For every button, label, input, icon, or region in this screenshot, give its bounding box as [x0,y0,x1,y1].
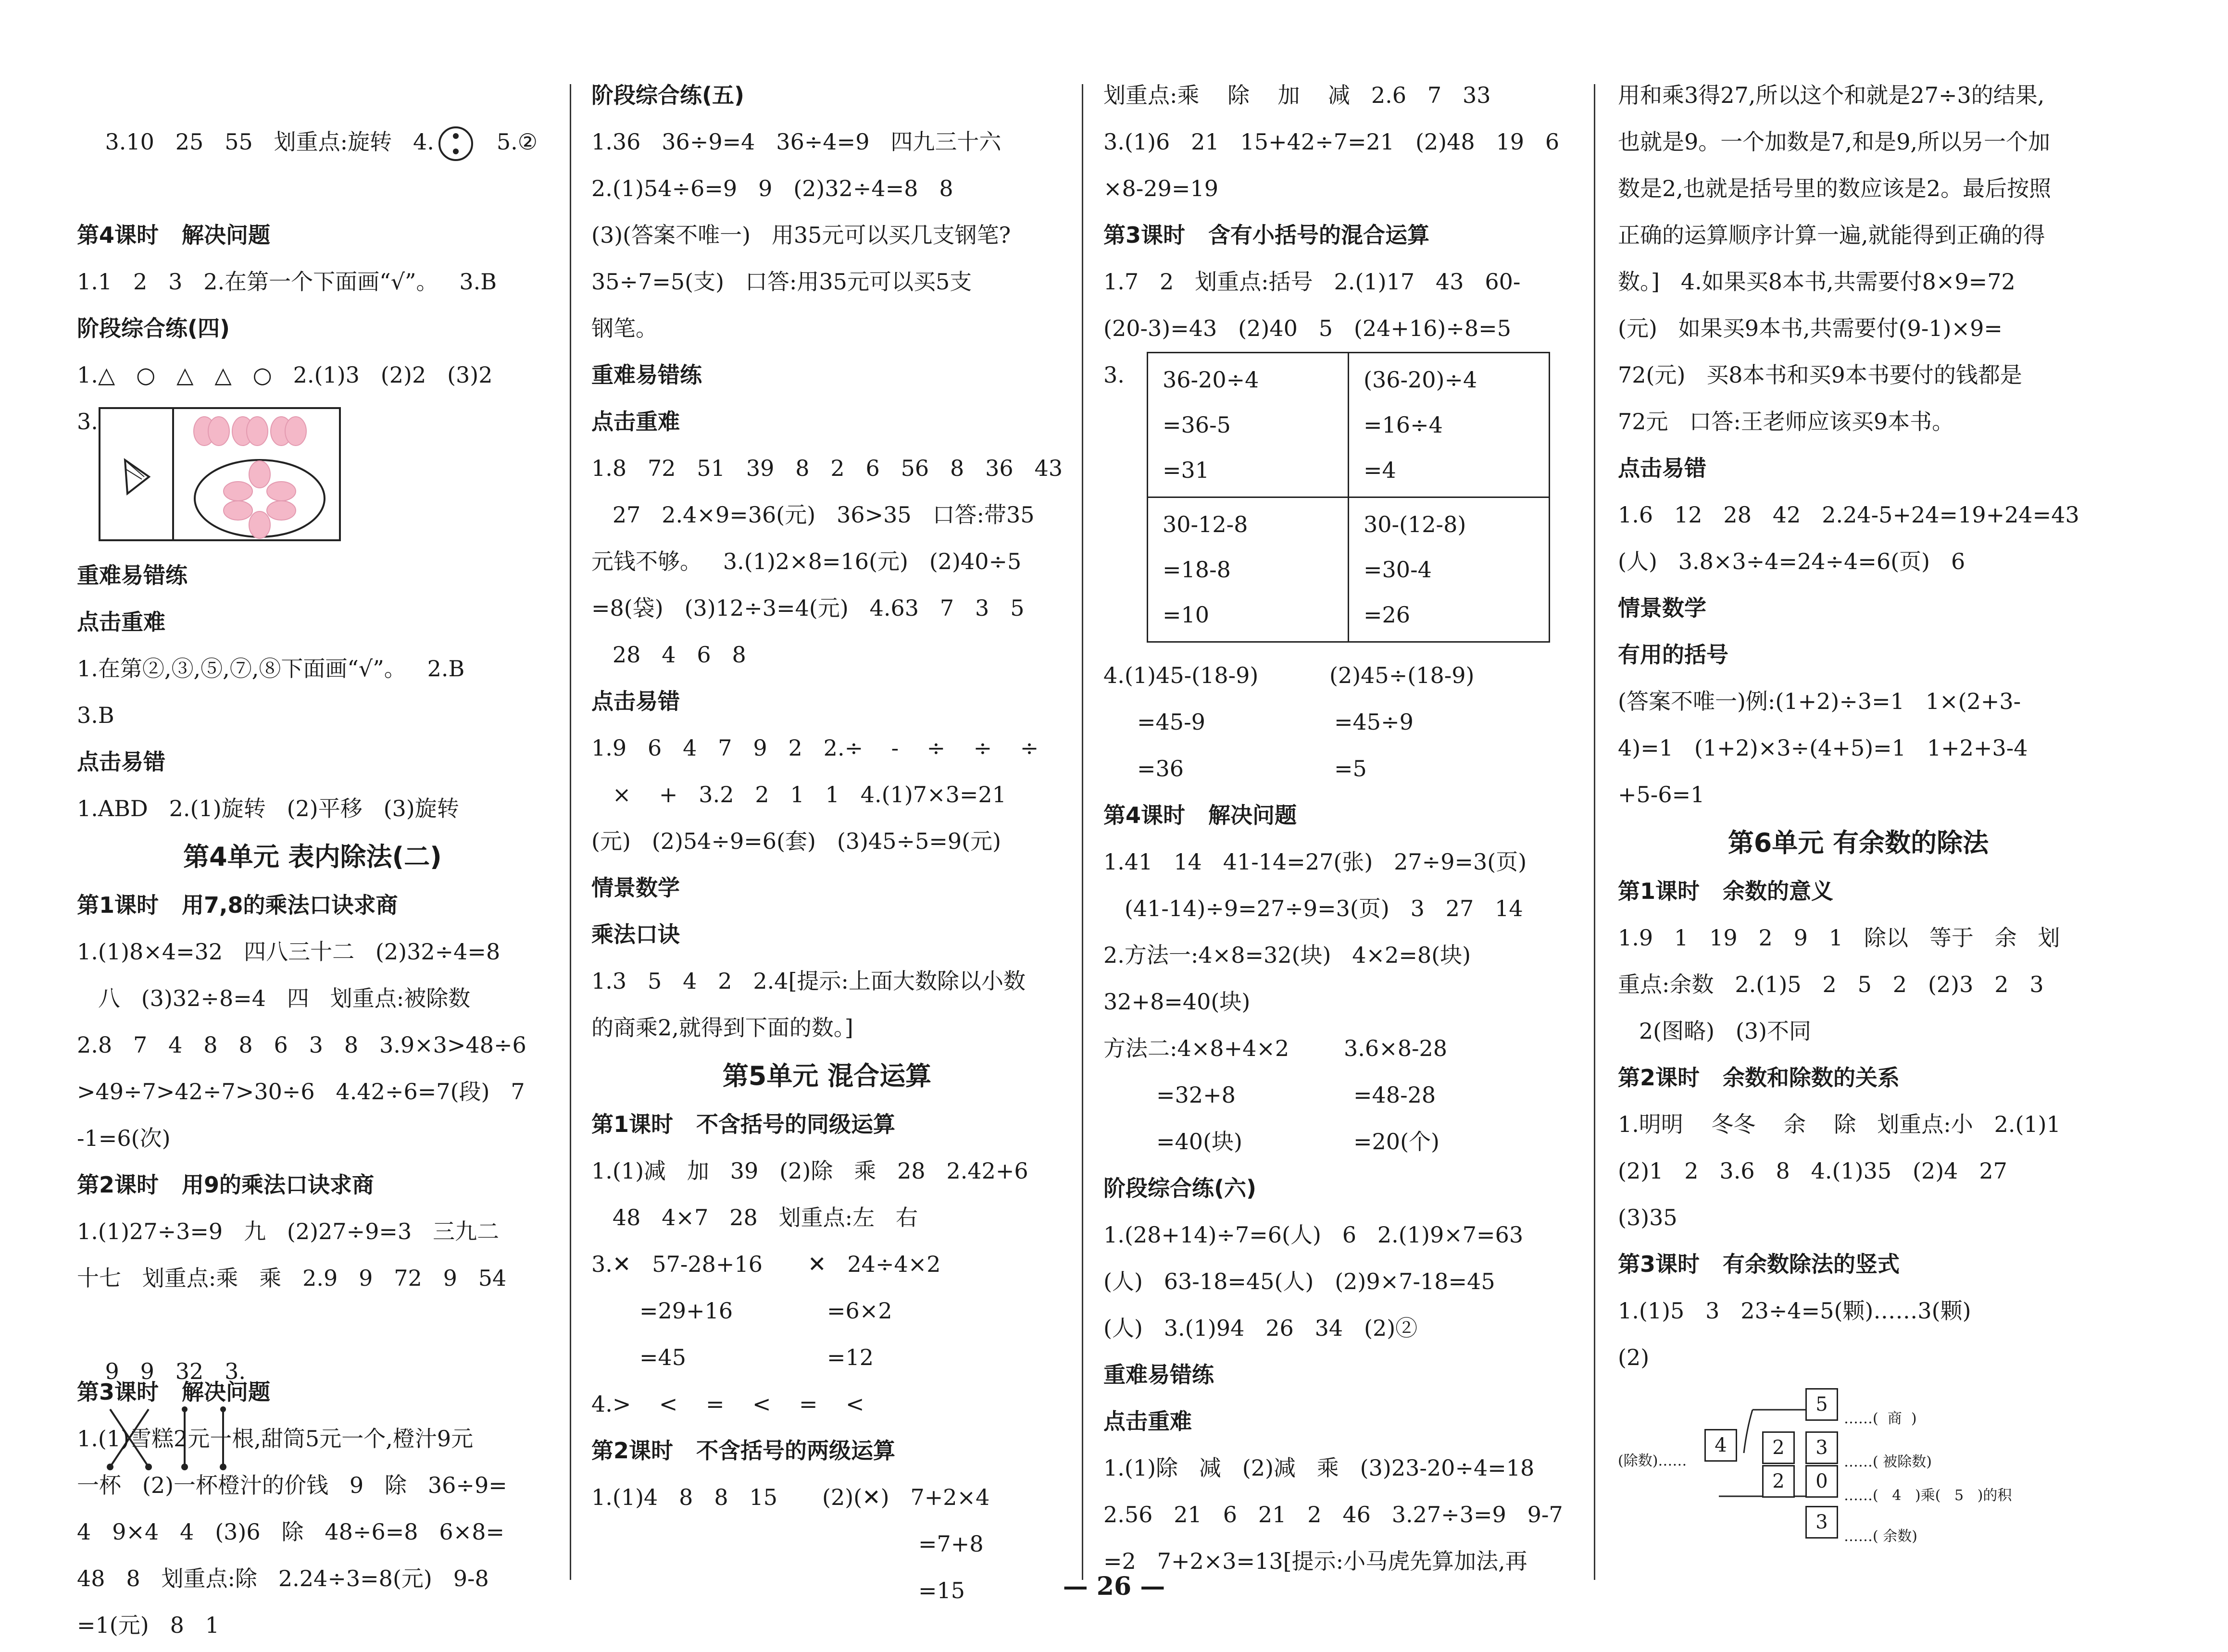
answer-line: 3.✕ 57-28+16 ✕ 24÷4×2 [591,1251,941,1277]
lesson-title: 第3课时 解决问题 [77,1379,271,1405]
section-title: 阶段综合练(六) [1103,1175,1257,1201]
product-ones-box: 0 [1805,1465,1838,1498]
remainder-label: ……( 余数) [1844,1528,1917,1545]
answer-line: 1.ABD 2.(1)旋转 (2)平移 (3)旋转 [77,795,459,821]
answer-line: 4)=1 (1+2)×3÷(4+5)=1 1+2+3-4 [1618,735,2028,761]
answer-line: 1.8 72 51 39 8 2 6 56 8 36 43 [591,455,1063,481]
product-label: ……( 4 )乘( 5 )的积 [1844,1487,2012,1504]
answer-line: 1.△ ○ △ △ ○ 2.(1)3 (2)2 (3)2 [77,362,493,388]
answer-line: 元钱不够。 3.(1)2×8=16(元) (2)40÷5 [591,548,1022,574]
divisor-box: 4 [1704,1429,1737,1462]
answer-line: =1(元) 8 1 [77,1612,219,1638]
answer-line: 十七 划重点:乘 乘 2.9 9 72 9 54 [77,1265,507,1291]
answer-line: 1.(1)除 减 (2)减 乘 (3)23-20÷4=18 [1103,1455,1535,1481]
answer-line: 28 4 6 8 [591,642,746,668]
lesson-title: 第1课时 不含括号的同级运算 [591,1111,896,1137]
answer-line: (人) 3.8×3÷4=24÷4=6(页) 6 [1618,548,1965,574]
column-divider [1082,84,1083,1580]
column-2 [591,72,1063,1603]
answer-line: 用和乘3得27,所以这个和就是27÷3的结果, [1618,82,2045,108]
answer-line: +5-6=1 [1618,782,1705,807]
quotient-box: 5 [1805,1388,1838,1421]
answer-line: 48 4×7 28 划重点:左 右 [591,1205,918,1230]
answer-line: 数。] 4.如果买8本书,共需要付8×9=72 [1618,269,2015,295]
answer-line: 4 9×4 4 (3)6 除 48÷6=8 6×8= [77,1519,505,1545]
section-title: 重难易错练 [77,562,188,588]
answer-line: -1=6(次) [77,1125,171,1151]
column-divider [570,84,571,1580]
lesson-title: 第1课时 余数的意义 [1618,878,1834,904]
answer-line: 一杯 (2)一杯橙汁的价钱 9 除 36÷9= [77,1472,507,1498]
section-title: 有用的括号 [1618,642,1728,668]
table-cell: (36-20)÷4 =16÷4 =4 [1349,353,1550,497]
column-divider [1594,84,1595,1580]
answer-line: 八 (3)32÷8=4 四 划重点:被除数 [77,985,471,1011]
dividend-ones-box: 3 [1805,1431,1838,1464]
answer-line: (2) [1618,1344,1650,1370]
answer-line: 2.56 21 6 21 2 46 3.27÷3=9 9-7 [1103,1502,1563,1528]
section-title: 点击重难 [591,409,680,435]
table-cell: 30-12-8 =18-8 =10 [1148,497,1349,642]
product-tens-box: 2 [1762,1465,1795,1498]
answer-line: (3)(答案不唯一) 用35元可以买几支钢笔? [591,222,1011,248]
lesson-title: 第2课时 用9的乘法口诀求商 [77,1172,375,1198]
answer-line: =2 7+2×3=13[提示:小马虎先算加法,再 [1103,1548,1527,1574]
calculation-table [1147,352,1550,643]
answer-line: 3.(1)6 21 15+42÷7=21 (2)48 19 6 [1103,129,1560,155]
answer-line: 48 8 划重点:除 2.24÷3=8(元) 9-8 [77,1565,489,1591]
column-4 [1618,72,2099,1580]
answer-line: =7+8 [918,1531,984,1557]
answer-line: ×8-29=19 [1103,175,1218,201]
answer-line: 32+8=40(块) [1103,989,1251,1015]
answer-line: 钢笔。 [591,315,658,341]
answer-line: =40(块) =20(个) [1156,1129,1439,1155]
answer-line: 1.7 2 划重点:括号 2.(1)17 43 60- [1103,269,1521,295]
column-1 [77,72,548,1638]
table-cell: 30-(12-8) =30-4 =26 [1349,497,1550,642]
answer-line: 1.(1)27÷3=9 九 (2)27÷9=3 三九二 [77,1218,500,1244]
answer-line: 数是2,也就是括号里的数应该是2。最后按照 [1618,175,2052,201]
lesson-title: 第4课时 解决问题 [77,222,271,248]
answer-line: =45 =12 [639,1344,874,1370]
lesson-title: 第3课时 含有小括号的混合运算 [1103,222,1430,248]
dividend-label: ……( 被除数) [1844,1453,1932,1470]
section-title: 点击易错 [591,688,680,714]
answer-line: 重点:余数 2.(1)5 2 5 2 (2)3 2 3 [1618,971,2044,997]
section-title: 点击易错 [77,749,165,775]
answer-line: (人) 63-18=45(人) (2)9×7-18=45 [1103,1268,1495,1294]
answer-line: (人) 3.(1)94 26 34 (2)② [1103,1315,1418,1341]
answer-line: =8(袋) (3)12÷3=4(元) 4.63 7 3 5 [591,595,1025,621]
lesson-title: 第3课时 有余数除法的竖式 [1618,1251,1900,1277]
answer-line: 1.1 2 3 2.在第一个下面画“√”。 3.B [77,269,497,295]
divisor-label: (除数)…… [1618,1453,1687,1469]
answer-line: 35÷7=5(支) 口答:用35元可以买5支 [591,269,972,295]
section-title: 点击重难 [1103,1408,1192,1434]
answer-line: (41-14)÷9=27÷9=3(页) 3 27 14 [1103,895,1523,921]
answer-line: (元) (2)54÷9=6(套) (3)45÷5=9(元) [591,828,1001,854]
answer-line: 划重点:乘 除 加 减 2.6 7 33 [1103,82,1491,108]
answer-line: =15 [918,1577,965,1603]
answer-line: 9 9 32 3. [77,1302,548,1369]
section-title: 重难易错练 [1103,1362,1214,1388]
section-title: 阶段综合练(四) [77,315,230,341]
answer-line: >49÷7>42÷7>30÷6 4.42÷6=7(段) 7 [77,1079,525,1105]
table-cell: 36-20÷4 =36-5 =31 [1148,353,1349,497]
answer-line: 72元 口答:王老师应该买9本书。 [1618,409,1954,435]
butterfly-figure: 3. [77,398,548,552]
answer-line: 4.> < = < = < [591,1391,864,1417]
rotation-figure-icon [434,124,477,163]
answer-line: 1.(1)雪糕2元一根,甜筒5元一个,橙汁9元 [77,1426,474,1452]
answer-line: 27 2.4×9=36(元) 36>35 口答:带35 [591,502,1035,528]
lesson-title: 第1课时 用7,8的乘法口诀求商 [77,892,398,918]
lesson-title: 第2课时 余数和除数的关系 [1618,1065,1900,1091]
long-division-diagram [1618,1386,2099,1573]
column-3 [1103,72,1575,1580]
quotient-label: ……( 商 ) [1844,1410,1917,1427]
answer-line: =36 =5 [1137,756,1367,782]
answer-line: 2.方法一:4×8=32(块) 4×2=8(块) [1103,942,1471,968]
answer-line: 2.(1)54÷6=9 9 (2)32÷4=8 8 [591,175,953,201]
unit-title: 第4单元 表内除法(二) [183,842,442,872]
answer-line: (答案不唯一)例:(1+2)÷3=1 1×(2+3- [1618,688,2021,714]
answer-line: 1.明明 冬冬 余 除 划重点:小 2.(1)1 [1618,1111,2061,1137]
unit-title: 第5单元 混合运算 [722,1061,932,1091]
answer-line: 也就是9。一个加数是7,和是9,所以另一个加 [1618,129,2051,155]
section-title: 阶段综合练(五) [591,82,745,108]
answer-line: (2)1 2 3.6 8 4.(1)35 (2)4 27 [1618,1158,2007,1184]
remainder-box: 3 [1805,1506,1838,1539]
answer-line: 1.在第②,③,⑤,⑦,⑧下面画“√”。 2.B [77,656,465,682]
answer-line: 1.(1)8×4=32 四八三十二 (2)32÷4=8 [77,939,501,965]
unit-title: 第6单元 有余数的除法 [1727,828,1989,858]
answer-line: 1.(1)4 8 8 15 (2)(✕) 7+2×4 [591,1484,990,1510]
answer-line: 1.6 12 28 42 2.24-5+24=19+24=43 [1618,502,2079,528]
answer-line: (元) 如果买9本书,共需要付(9-1)×9= [1618,315,2003,341]
answer-line: =29+16 =6×2 [639,1298,892,1324]
answer-line: 方法二:4×8+4×2 3.6×8-28 [1103,1035,1448,1061]
section-title: 点击易错 [1618,455,1706,481]
answer-line: =32+8 =48-28 [1156,1082,1436,1108]
answer-line: 2.8 7 4 8 8 6 3 8 3.9×3>48÷6 [77,1032,526,1058]
lesson-title: 第4课时 解决问题 [1103,802,1297,828]
answer-line: (3)35 [1618,1205,1677,1230]
section-title: 点击重难 [77,609,165,635]
answer-line: 正确的运算顺序计算一遍,就能得到正确的得 [1618,222,2045,248]
section-title: 重难易错练 [591,362,702,388]
answer-line: 1.9 6 4 7 9 2 2.÷ - ÷ ÷ ÷ [591,735,1039,761]
section-title: 情景数学 [591,875,680,901]
answer-line: 3.B [77,702,114,728]
answer-line: × + 3.2 2 1 1 4.(1)7×3=21 [591,782,1006,807]
answer-line: 2(图略) (3)不同 [1618,1018,1812,1044]
answer-line: 1.(1)减 加 39 (2)除 乘 28 2.42+6 [591,1158,1028,1184]
page-number: — 26 — [1063,1572,1165,1601]
answer-line: 1.(28+14)÷7=6(人) 6 2.(1)9×7=63 [1103,1222,1524,1248]
answer-line: 的商乘2,就得到下面的数。] [591,1015,853,1041]
section-title: 乘法口诀 [591,921,680,947]
dividend-tens-box: 2 [1762,1431,1795,1464]
answer-table-block: 3. 36-20÷4 =36-5 =31 (36-20)÷4 =16÷4 =4 30-12-8 =18-8 =10 30-(12-8) =30-4 =26 [1103,352,1575,643]
section-title: 情景数学 [1618,595,1706,621]
answer-line: 1.3 5 4 2 2.4[提示:上面大数除以小数 [591,968,1026,994]
answer-line: 1.9 1 19 2 9 1 除以 等于 余 划 [1618,925,2060,951]
butterfly-diagram [99,407,349,547]
answer-line: 3.10 25 55 划重点:旋转 4. 5.② [77,72,548,212]
answer-line: 1.(1)5 3 23÷4=5(颗)……3(颗) [1618,1298,1971,1324]
lesson-title: 第2课时 不含括号的两级运算 [591,1438,896,1464]
answer-line: 1.41 14 41-14=27(张) 27÷9=3(页) [1103,849,1527,875]
answer-line: 1.36 36÷9=4 36÷4=9 四九三十六 [591,129,1001,155]
answer-line: 72(元) 买8本书和买9本书要付的钱都是 [1618,362,2022,388]
answer-line: (20-3)=43 (2)40 5 (24+16)÷8=5 [1103,315,1511,341]
answer-line: =45-9 =45÷9 [1137,709,1414,735]
answer-line: 4.(1)45-(18-9) (2)45÷(18-9) [1103,662,1475,688]
